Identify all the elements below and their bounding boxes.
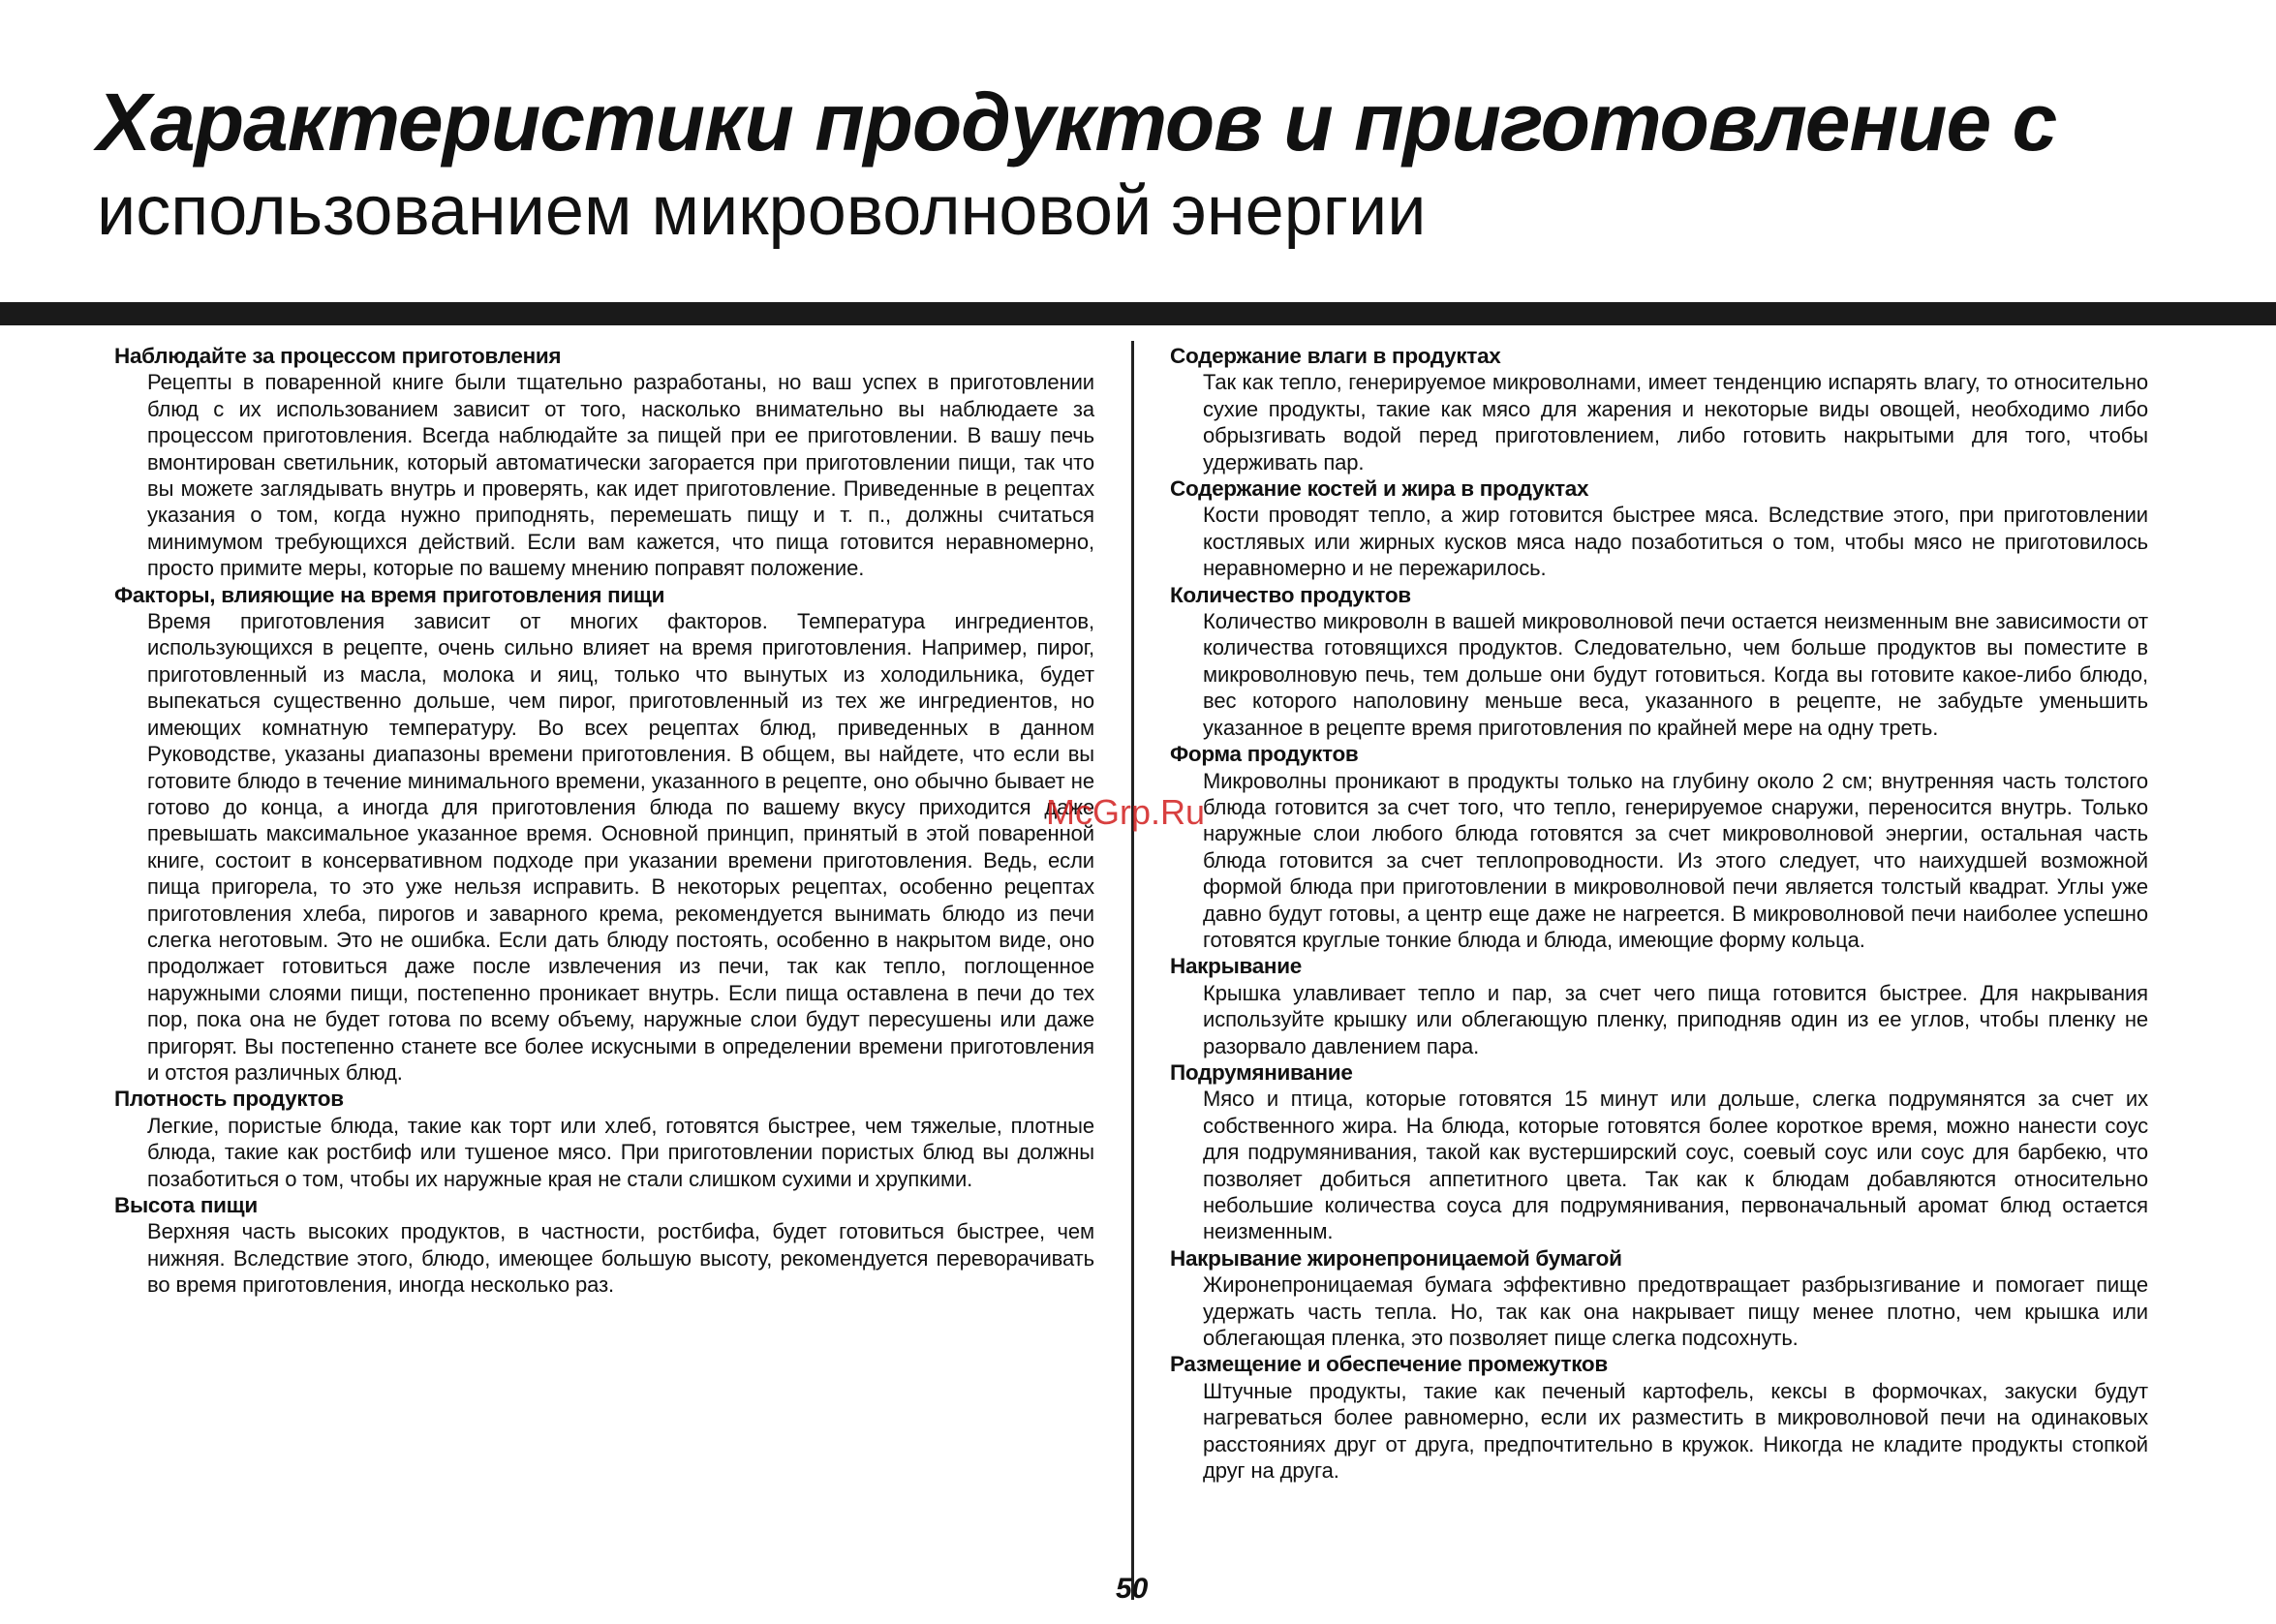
section-body: Жиронепроницаемая бумага эффективно предотвращает разбрызгивание и помогает пище удержать часть тепла. Но, так как она накрывает пищу менее плотно, чем крышка или облегающая пленка, это позволяет пище слегка подсохнуть. xyxy=(1203,1272,2148,1351)
section-moisture xyxy=(1170,343,2148,475)
section-title: Наблюдайте за процессом приготовления xyxy=(114,344,562,368)
section-body: Легкие, пористые блюда, такие как торт или хлеб, готовятся быстрее, чем тяжелые, плотные блюда, такие как ростбиф или тушеное мясо. При приготовлении пористых блюд вы должны позаботиться о том, чтобы их наружные края не стали слишком сухими и хрупкими. xyxy=(147,1113,1094,1191)
section-body: Штучные продукты, такие как печеный картофель, кексы в формочках, закуски будут нагреваться более равномерно, если их разместить в микроволновой печи на одинаковых расстояниях друг от друга, предпочтительно в кружок. Никогда не кладите продукты стопкой друг на друга. xyxy=(1203,1378,2148,1484)
section-body: Мясо и птица, которые готовятся 15 минут или дольше, слегка подрумянятся за счет их собственного жира. На блюда, которые готовятся более короткое время, можно нанести соус для подрумянивания, такой как вустерширский соус, соевый соус или соус для барбекю, что позволяет добиться аппетитного цвета. Так как к блюдам добавляются относительно небольшие количества соуса для подрумянивания, первоначальный аромат блюд остается неизменным. xyxy=(1203,1087,2148,1244)
section-body: Кости проводят тепло, а жир готовится быстрее мяса. Вследствие этого, при приготовлении костлявых или жирных кусков мяса надо позаботиться о том, чтобы мясо не приготовилось неравномерно и не пережарилось. xyxy=(1203,503,2148,581)
section-observe-cooking xyxy=(114,343,1094,582)
section-body: Микроволны проникают в продукты только на глубину около 2 см; внутренняя часть толстого блюда готовится за счет того, что тепло, генерируемое снаружи, переносится внутрь. Только наружные слои любого блюда готовятся за счет микроволновой энергии, остальная часть блюда готовится за счет теплопроводности. Из этого следует, что наихудшей возможной формой блюда при приготовлении в микроволновой печи является толстый квадрат. Углы уже давно будут готовы, а центр еще даже не нагреется. В микроволновой печи наиболее успешно готовятся круглые тонкие блюда и блюда, имеющие форму кольца. xyxy=(1203,768,2148,952)
section-title: Накрывание жиронепроницаемой бумагой xyxy=(1170,1245,1622,1271)
left-column xyxy=(114,343,1094,1299)
section-body: Крышка улавливает тепло и пар, за счет чего пища готовится быстрее. Для накрывания используйте крышку или облегающую пленку, приподняв один из ее углов, чтобы пленку не разорвало давлением пара. xyxy=(1203,980,2148,1058)
page-number: 50 xyxy=(1116,1573,1149,1605)
section-title: Подрумянивание xyxy=(1170,1059,1353,1085)
section-title: Форма продуктов xyxy=(1170,742,1359,767)
section-food-height xyxy=(114,1192,1094,1299)
section-title: Размещение и обеспечение промежутков xyxy=(1170,1352,1608,1377)
section-title: Содержание костей и жира в продуктах xyxy=(1170,476,1589,502)
section-title: Содержание влаги в продуктах xyxy=(1170,344,1501,368)
section-title: Плотность продуктов xyxy=(114,1087,344,1112)
section-food-density xyxy=(114,1086,1094,1192)
page-title xyxy=(97,76,2179,254)
title-line-1: Характеристики продуктов и приготовление с xyxy=(97,77,2057,168)
section-wax-paper xyxy=(1170,1245,2148,1352)
section-body: Так как тепло, генерируемое микроволнами, имеет тенденцию испарять влагу, то относительно сухие продукты, такие как мясо для жарения и некоторые виды овощей, необходимо либо обрызгивать водой перед приготовлением, либо готовить накрытыми для того, чтобы удерживать пар. xyxy=(1203,370,2148,475)
section-title: Высота пищи xyxy=(114,1193,258,1217)
watermark: McGrp.Ru xyxy=(1046,792,1206,832)
section-shape xyxy=(1170,741,2148,953)
section-body: Рецепты в поваренной книге были тщательно разработаны, но ваш успех в приготовлении блюд с их использованием зависит от того, насколько внимательно вы наблюдаете за процессом приготовления. Всегда наблюдайте за пищей при ее приготовлении. В вашу печь вмонтирован светильник, который автоматически загорается при приготовлении пищи, так что вы можете заглядывать внутрь и проверять, как идет приготовление. Приведенные в рецептах указания о том, когда нужно приподнять, перемешать пищу и т. п., должны считаться минимумом требующихся действий. Если вам кажется, что пища готовится неравномерно, просто примите меры, которые по вашему мнению поправят положение. xyxy=(147,370,1094,581)
section-body: Количество микроволн в вашей микроволновой печи остается неизменным вне зависимости от количества готовящихся продуктов. Следовательно, чем больше продуктов вы поместите в микроволновую печь, тем дольше они будут готовиться. Когда вы готовите какое-либо блюдо, вес которого наполовину меньше веса, указанного в рецепте, не забудьте уменьшить указанное в рецепте время приготовления по крайней мере на одну треть. xyxy=(1203,609,2148,740)
section-covering xyxy=(1170,953,2148,1059)
section-body: Верхняя часть высоких продуктов, в частности, ростбифа, будет готовиться быстрее, чем нижняя. Вследствие этого, блюдо, имеющее большую высоту, рекомендуется переворачивать во время приготовления, иногда несколько раз. xyxy=(147,1219,1094,1298)
section-title: Факторы, влияющие на время приготовления пищи xyxy=(114,582,665,607)
right-column xyxy=(1170,343,2148,1484)
title-line-2: использованием микроволновой энергии xyxy=(97,172,1427,250)
section-bones-fat xyxy=(1170,475,2148,582)
section-quantity xyxy=(1170,582,2148,741)
section-cooking-time-factors xyxy=(114,582,1094,1087)
section-title: Накрывание xyxy=(1170,954,1302,979)
section-body: Время приготовления зависит от многих факторов. Температура ингредиентов, использующихся в рецепте, очень сильно влияет на время приготовления. Например, пирог, приготовленный из масла, молока и яиц, только что вынутых из холодильника, будет выпекаться существенно дольше, чем пирог, приготовленный из тех же ингредиентов, но имеющих комнатную температуру. Во всех рецептах блюд, приведенных в данном Руководстве, указаны диапазоны времени приготовления. В общем, вы найдете, что если вы готовите блюдо в течение минимального времени, указанного в рецепте, оно обычно бывает не готово до конца, а иногда для приготовления блюда по вашему вкусу приходится даже превышать максимальное указанное время. Основной принцип, принятый в этой поваренной книге, состоит в консервативном подходе при указании времени приготовления. Ведь, если пища пригорела, то это уже нельзя исправить. В некоторых рецептах, особенно рецептах приготовления хлеба, пирогов и заварного крема, рекомендуется вынимать блюдо из печи слегка неготовым. Это не ошибка. Если дать блюду постоять, особенно в накрытом виде, оно продолжает готовиться даже после извлечения из печи, так как тепло, поглощенное наружными слоями пищи, постепенно проникает внутрь. Если пища оставлена в печи до тех пор, пока она не будет готова по всему объему, наружные слои будут пересушены или даже пригорят. Вы постепенно станете все более искусными в определении времени приготовления и отстоя различных блюд. xyxy=(147,609,1094,1085)
section-title: Количество продуктов xyxy=(1170,582,1411,607)
column-divider xyxy=(1131,341,1134,1600)
header-rule xyxy=(0,302,2276,325)
section-spacing xyxy=(1170,1351,2148,1484)
section-browning xyxy=(1170,1059,2148,1245)
